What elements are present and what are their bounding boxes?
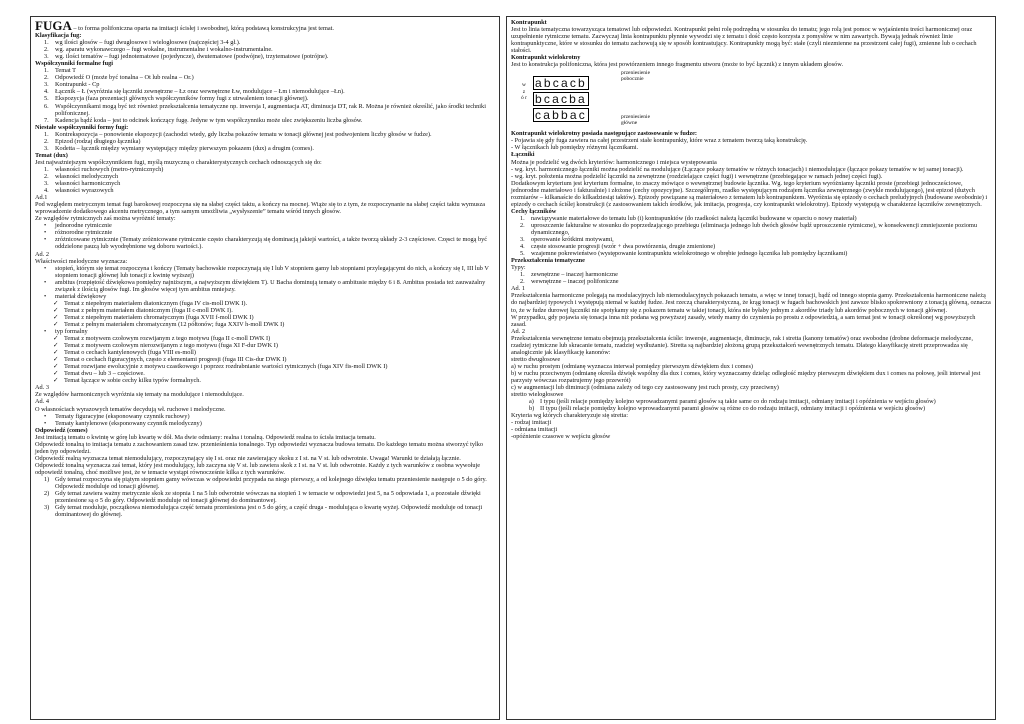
- paragraph: - rodzaj imitacji: [511, 419, 552, 427]
- item-number: 3): [44, 504, 50, 512]
- paragraph: Odpowiedź tonalną to imitacja tematu z zachowaniem zasad tzw. przenieśnienia tonalnego. Typ odpowiedzi wyznacza budowa tematu. Do każdego tematu można stworzyć tylko jeden typ odpowiedzi.: [35, 440, 484, 455]
- right-content: [511, 19, 991, 440]
- paragraph: Ad. 2: [35, 250, 49, 258]
- numbered-item: [35, 145, 495, 152]
- checkmark-icon: ✓: [53, 363, 59, 371]
- item-number: 4.: [44, 187, 49, 195]
- item-number: 2.: [520, 278, 525, 286]
- counterpoint-diagram: [511, 70, 991, 128]
- item-text: Temat dwu – lub 3 – częściowe.: [64, 370, 145, 378]
- bullet-icon: •: [44, 328, 47, 336]
- numbered-item: [35, 490, 495, 504]
- checkmark-icon: ✓: [53, 377, 59, 385]
- item-text: różnorodne rytmicznie: [55, 229, 113, 237]
- section-heading: Niestałe współczynniki formy fugi:: [35, 123, 129, 131]
- bullet-item: [35, 328, 495, 335]
- item-number: 2.: [44, 172, 49, 180]
- paragraph: Jest imitacją tematu o kwintę w górę lub kwartę w dół. Ma dwie odmiany: realna i tonalną. Odpowiedź realna to ścisła imitacja tematu.: [35, 433, 376, 441]
- item-number: 5.: [44, 95, 49, 103]
- title-description: – to forma polifoniczna oparta na imitacji ścisłej i swobodnej, którą podstawą konstrukcyjna jest temat.: [71, 25, 334, 32]
- paragraph: Właściwości melodyczne wyznacza:: [35, 257, 128, 265]
- item-number: 4.: [520, 243, 525, 251]
- item-text: Odpowiedź O (może być tonalna – Ot lub realna – Or.): [55, 74, 194, 82]
- paragraph: Przekształcenia harmoniczne polegają na modulacyjnych lub niemodulacyjnych pokazach tematu, a więc w innej tonacji, bądź od innego stopnia gamy. Przekształcenia harmoniczne należą do najbardziej typowych i występują niemal w każdej fudze. Jest rzeczą charakterystyczną, że krąg tonacji w fugach bachowskich jest zawsze blisko spokrewniony z tonacją główną, oznacza to, że w fudze durowej łączniki nie spotykamy się z pokazem tematu w takiej tonacji, która nie byłaby jednym z akordów triady lub akordów pobocznych w tonacji głównej.: [511, 292, 991, 314]
- item-text: jednorodne rytmicznie: [55, 222, 112, 230]
- checkmark-icon: ✓: [53, 342, 59, 350]
- item-text: Temat o cechach kantylenowych (fuga VIII es-moll): [64, 349, 196, 357]
- numbered-item: [511, 398, 991, 405]
- paragraph: Jest to konstrukcja polifoniczna, która jest powtórzeniem innego fragmentu utworu (może to być łącznik) z innym układem głosów.: [511, 61, 844, 69]
- paragraph: Ad. 1: [511, 285, 525, 293]
- item-text: własności ruchowych (metro-rytmicznych): [55, 165, 164, 173]
- item-number: 1): [44, 476, 50, 483]
- item-text: I typu (jeśli relacje pomiędzy kolejno wprowadzanymi parami głosów są takie same co do rodzaju imitacji, odmiany imitacji i opóźnienia w wejściu głosów): [540, 398, 936, 406]
- item-text: Temat T: [55, 67, 76, 75]
- item-number: 3.: [520, 236, 525, 244]
- item-text: częste stosowanie progresji (wzór + dwa powtórzenia, drugie zmienione): [531, 243, 716, 251]
- bullet-icon: •: [44, 222, 47, 230]
- numbered-item: [35, 187, 495, 194]
- bullet-icon: •: [44, 412, 47, 420]
- item-text: Tematy figuracyjne (eksponowany czynnik ruchowy): [55, 412, 190, 420]
- checkmark-icon: ✓: [53, 349, 59, 357]
- item-text: Kodetta – łącznik między wymiany występujący między pierwszym pokazem (dux) a drugim (comes).: [55, 144, 314, 152]
- bullet-item: [35, 229, 495, 236]
- diagram-row-2: [533, 92, 589, 106]
- diagram-note-top: przeniesienie pobocznie: [621, 70, 651, 83]
- item-text: Temat z motywem czołowym rozwijanym z tego motywu (fuga II c-moll DWK I): [64, 335, 271, 343]
- paragraph: stretto dwugłosowe: [511, 355, 561, 363]
- diagram-row-text: cabbac: [535, 108, 587, 123]
- paragraph: Ze względów harmonicznych wyróżnia się tematy na modulujące i niemodulujące.: [35, 391, 244, 399]
- item-text: materiał dźwiękowy: [55, 292, 107, 300]
- check-item: [35, 307, 495, 314]
- item-number: 3.: [44, 180, 49, 188]
- check-item: [35, 342, 495, 349]
- left-lines: [35, 32, 495, 518]
- bullet-item: [35, 265, 495, 279]
- section-heading: Kontrapunkt: [511, 19, 547, 26]
- check-item: [35, 321, 495, 328]
- item-text: Temat rozwijane ewolucyjnie z motywu czastkowego i poprzez rozdrabnianie wartości rytmicznych (fuga XIV fis-moll DWK I): [64, 363, 388, 371]
- item-text: zróżnicowane rytmicznie (Tematy zróżnicowane rytmicznie często charakteryzują się dominacją jakiejś wartości, a także tworzą układy 2-3 częściowe. Częsci te mogą być oddzielone pauzą lub wyodrębnione wg doboru wartości.).: [55, 236, 488, 251]
- paragraph: Typy:: [511, 264, 526, 272]
- diagram-row-3: [533, 108, 589, 122]
- paragraph: stretto wielogłosowe: [511, 391, 564, 399]
- bullet-item: [35, 413, 495, 420]
- bullet-icon: •: [44, 264, 47, 272]
- paragraph: - wg. kryt. położenia można podzielić łączniki na zewnętrzne (rozdzielające części fugi) i wewnętrzne (przebiegające w ramach jednej części fugi).: [511, 172, 883, 180]
- bullet-item: [35, 222, 495, 229]
- item-number: 3.: [44, 144, 49, 152]
- checkmark-icon: ✓: [53, 306, 59, 314]
- item-text: Ekspozycja (faza prezentacji głównych współczynników formy fugi z utrwaleniem tonacji głównej).: [55, 95, 309, 103]
- item-text: Temat z niepełnym materiałem diatonicznym (fuga IV cis-moll DWK I).: [64, 299, 248, 307]
- item-text: własności harmonicznych: [55, 180, 121, 188]
- numbered-item: [35, 81, 495, 88]
- paragraph: - odmiana imitacji: [511, 426, 558, 434]
- bullet-item: [35, 236, 495, 250]
- item-text: Epizod (rodzaj długiego łącznika): [55, 137, 141, 145]
- check-item: [35, 300, 495, 307]
- paragraph: c) w augmentacji lub diminucji (odmiana zależy od tego czy zastosowany jest ruch prosty, czy przeciwny): [511, 384, 779, 392]
- item-text: Kontrapunkt - Cp: [55, 81, 100, 89]
- right-top-lines: [511, 19, 991, 68]
- paragraph: Ad. 3: [35, 384, 49, 392]
- item-text: Współczynnikami mogą być też również przekształcenia tematyczne np. inwersja I, augmentacja AT, diminucja DT, rak R. Można je również określić, jako środki techniki polifonicznej.: [55, 102, 486, 117]
- paragraph: Ad. 2: [511, 327, 525, 335]
- bullet-icon: •: [44, 419, 47, 427]
- item-text: własności melodycznych: [55, 172, 119, 180]
- bullet-icon: •: [44, 278, 47, 286]
- section-heading: Kontrapunkt wielokrotny posiada następujące zastosowanie w fudze:: [511, 130, 698, 138]
- item-number: 1.: [44, 39, 49, 47]
- check-item: [35, 314, 495, 321]
- item-text: Temat łączące w sobie cechy kilku typów formalnych.: [64, 377, 201, 385]
- paragraph: - W łącznikach lub pomiędzy różnymi łącznikami.: [511, 144, 639, 152]
- item-number: 3.: [44, 53, 49, 61]
- item-text: wg ilości głosów – fugi dwugłosowe i wielogłosowe (najczęściej 3-4 gł.).: [55, 39, 241, 47]
- checkmark-icon: ✓: [53, 299, 59, 307]
- numbered-item: [35, 39, 495, 46]
- item-text: Tematy kantylenowe (eksponowany czynnik melodyczny): [55, 419, 202, 427]
- paragraph: Odpowiedź tonalną wyznacza zaś temat, który jest modulujący, lub zaczyna się V st. lub zawiera skok z I st. na V st. lub odwrotnie. Każdy z tych warunków z osobna wywołuje odpowiedź tonalną, choć możliwe jest, że w temacie wystąpi równocześnie kilka z tych warunków.: [35, 461, 481, 476]
- item-text: Gdy temat rozpoczyna się piątym stopniem gamy wówczas w odpowiedzi przypada na niego pierwszy, a od kolejnego dźwięku tematu przeniesienie następuje o 5 do góry. Odpowiedź moduluje od tonacji głównej.: [55, 476, 487, 491]
- numbered-item: [511, 215, 991, 222]
- paragraph: Kryteria wg których charakteryzuje się stretta:: [511, 412, 628, 420]
- section-heading: Odpowiedź (comes): [35, 426, 88, 434]
- check-item: [35, 370, 495, 377]
- title-line: [35, 19, 495, 32]
- item-number: b): [529, 405, 535, 413]
- paragraph: Odpowiedź realną wyznacza temat niemodulujący, rozpoczynający się I st. oraz nie zawierający skoku z I st. na V st. lub odwrotnie. Uwaga! Warunki te działają łącznie.: [35, 454, 461, 462]
- numbered-item: [35, 95, 495, 102]
- numbered-item: [35, 67, 495, 74]
- item-text: zewnętrzne – inaczej harmoniczne: [531, 271, 618, 279]
- numbered-item: [35, 53, 495, 60]
- item-text: stopień, którym się temat rozpoczyna i kończy (Tematy bachowskie rozpoczynają się I lub V stopniem gamy lub stopniami przylegającymi do nich, a kończy się I, III lub V stopniem tonacji głównej lub tonacji z kwintę wyższej): [55, 264, 489, 279]
- numbered-item: [511, 271, 991, 278]
- check-item: [35, 356, 495, 363]
- section-heading: Łączniki: [511, 151, 535, 159]
- numbered-item: [35, 173, 495, 180]
- item-text: Kontrekspozycja – ponowienie ekspozycji (zachodzi wtedy, gdy liczba pokazów tematu w tonacji głównej jest podwojeniem liczby głosów w fudze).: [55, 130, 432, 138]
- paragraph: Ad.1: [35, 194, 48, 202]
- item-number: 3.: [44, 81, 49, 89]
- check-item: [35, 349, 495, 356]
- bullet-item: [35, 420, 495, 427]
- numbered-item: [35, 103, 495, 117]
- left-content: [35, 19, 495, 518]
- paragraph: Jest najważniejszym współczynnikiem fugi, myślą muzyczną o charakterystycznych cechach odnoszących się do:: [35, 158, 322, 166]
- bullet-icon: •: [44, 229, 47, 237]
- numbered-item: [511, 222, 991, 236]
- item-text: wewnętrzne – inaczej polifoniczne: [531, 278, 619, 286]
- item-text: Temat o cechach figuracyjnych, często z elementami progresji (fuga III Cis-dur DWK I): [64, 356, 287, 364]
- paragraph: Ze względów rytmicznych zaś można wyróżnić tematy:: [35, 215, 176, 223]
- numbered-item: [511, 405, 991, 412]
- check-item: [35, 363, 495, 370]
- checkmark-icon: ✓: [53, 370, 59, 378]
- item-number: 7.: [44, 116, 49, 124]
- item-number: 2.: [44, 74, 49, 82]
- item-number: 2.: [44, 137, 49, 145]
- checkmark-icon: ✓: [53, 313, 59, 321]
- item-text: II typu (jeśli relacje pomiędzy kolejno wprowadzanymi parami głosów są różne co do rodzaju imitacji, odmiany imitacji i opóźnienia w wejściu głosów): [540, 405, 926, 413]
- item-text: Gdy temat moduluje, początkowa niemodulująca część tematu przeniesiona jest o 5 do góry, a część druga - modulująca o kwartę wyżej. Odpowiedź moduluje od tonacji dominantowej do głównej.: [55, 504, 483, 519]
- page-title: FUGA: [35, 18, 72, 33]
- section-heading: Przekształcenia tematyczne: [511, 257, 585, 265]
- item-number: 1.: [520, 271, 525, 279]
- diagram-side-label: w z ó r: [521, 82, 527, 102]
- item-text: Temat z pełnym materiałem diatonicznym (fuga II c-moll DWK I).: [64, 306, 233, 314]
- paragraph: W przypadku, gdy pojawia się tonacja inna niż podana wg powyższej zasady, wtedy mamy do czynienia po prostu z odpowiedzią, a sam temat jest w tonacji określonej wg powyższych zasad.: [511, 313, 976, 328]
- item-text: operowanie krótkimi motywami,: [531, 236, 614, 244]
- bullet-item: [35, 279, 495, 293]
- numbered-item: [35, 46, 495, 53]
- section-heading: Klasyfikacja fug:: [35, 32, 82, 40]
- section-heading: Temat (dux): [35, 151, 68, 159]
- item-text: typ formalny: [55, 328, 88, 336]
- numbered-item: [35, 138, 495, 145]
- item-text: nawiązywanie materiałowe do tematu lub (i) kontrapunktów (do rzadkości należą łączniki budowane w oparciu o nowy materiał): [531, 214, 857, 222]
- paragraph: Można je podzielić wg dwóch kryteriów: harmonicznego i miejsca występowania: [511, 158, 717, 166]
- bullet-icon: •: [44, 292, 47, 300]
- item-number: 1.: [520, 214, 525, 222]
- numbered-item: [511, 250, 991, 257]
- check-item: [35, 377, 495, 384]
- paragraph: Pod względem metrycznym temat fugi barokowej rozpoczyna się na słabej części taktu, a kończy na mocnej. Wiąże się to z tym, że rozpoczynanie na słabej części taktu wymusza wprowadzenie dodatkowego akcentu metrycznego, a tym samym umożliwia „wysłyszenie” tematu wśród innych głosów.: [35, 201, 486, 216]
- left-column: [30, 16, 500, 720]
- paragraph: b) w ruchu przeciwnym (odmianę określa dźwięk wspólny dla dux i comes, który wyznaczamy dzieląc odległość między pierwszym dźwiękiem dux i comes na połowę, jeśli interwał jest parzysty wówczas rozpatrujemy jego przewrót): [511, 369, 981, 384]
- numbered-item: [35, 74, 495, 81]
- diagram-row-text: abcacb: [535, 76, 587, 91]
- numbered-item: [35, 504, 495, 518]
- checkmark-icon: ✓: [53, 320, 59, 328]
- item-text: ambitus (rozpiętość dźwiękowa pomiędzy najniższym, a najwyższym dźwiękiem T). U Bacha dominują tematy o ambitusie między 6 i 8. Ambitus posiada też zauważalny związek z ilością głosów fugi. Im głosów więcej tym ambitus mniejszy.: [55, 278, 486, 293]
- paragraph: -opóźnienie czasowe w wejściu głosów: [511, 433, 611, 441]
- numbered-item: [511, 243, 991, 250]
- item-text: wzajemne pokrewieństwo (występowanie kontrapunktu wielokrotnego w obrębie jednego łącznika lub pomiędzy łącznikami): [531, 250, 848, 258]
- item-number: 1.: [44, 130, 49, 138]
- diagram-row-text: bcacba: [535, 92, 587, 107]
- item-number: 1.: [44, 165, 49, 173]
- paragraph: a) w ruchu prostym (odmianę wyznacza interwał pomiędzy pierwszym dźwiękiem dux i comes): [511, 362, 753, 370]
- paragraph: Dodatkowym kryterium jest kryterium formalne, to znaczy mówiące o wewnętrznej budowie łącznika. Wg. tego kryterium wyróżniamy łączniki proste (przebiegi jednocześciowe, jednorodne materiałowo i fakturalnie) i złożone (cechy opozycyjne). Szczególnym, rzadko występującym rodzajem łącznika zewnętrznego (zwykle modulującego), jest epizod (dużych rozmiarów – kilkanaście do kilkadziesiąt taktów). Epizody powiązane są materiałowo z tematem lub kontrapunktem. Wyróżnia się epizody o cechach preludyjnych (budowane swobodnie) i epizody o cechach ściślej konstrukcji (z zastosowaniem takich środków, jak imitacja, progresja, czy kontrapunkt wielokrotny). Epizody występują w charakterze łączników zewnętrznych.: [511, 179, 988, 208]
- item-text: Gdy temat zawiera ważny metrycznie skok ze stopnia 1 na 5 lub odwrotnie wówczas na stopień 1 w temacie w odpowiedzi jest 5, na 5 odpowiada 1, a pozostałe dźwięki przeniesione są o 5 do góry. Odpowiedź moduluje od tonacji głównej do dominantowej.: [55, 490, 481, 505]
- numbered-item: [35, 180, 495, 187]
- item-number: 5.: [520, 250, 525, 258]
- diagram-row-1: [533, 76, 589, 90]
- item-number: 6.: [44, 102, 49, 110]
- item-text: Kadencja bądź koda – jest to odcinek kończący fugę. Jedyne w tym współczynniku może ulec zwiększeniu liczba głosów.: [55, 116, 363, 124]
- numbered-item: [35, 166, 495, 173]
- paragraph: Przekształcenia wewnętrzne tematu obejmują przekształcenia ściśle: inwersje, augmentacje, diminucje, rak i stretta (kanony tematów) oraz swobodne (drobne deformacje melodyczne, rzadziej rytmiczne lub skracanie tematu, rzadziej wydłużanie). Stretta są najbardziej złożoną grupą przekształceń wewnętrznych tematu. Dlatego klasyfikację strett przeprowadza się analogicznie jak klasyfikację kanonów:: [511, 334, 973, 356]
- paragraph: - wg. kryt. harmonicznego łączniki można podzielić na modulujące (Łączące pokazy tematów w różnych tonacjach) i niemodulujące (łączące pokazy tematów w tej samej tonacji).: [511, 165, 964, 173]
- numbered-item: [35, 476, 495, 490]
- bullet-item: [35, 293, 495, 300]
- section-heading: Kontrapunkt wielokrotny: [511, 54, 581, 62]
- bullet-icon: •: [44, 236, 47, 244]
- item-number: 1.: [44, 67, 49, 75]
- numbered-item: [35, 117, 495, 124]
- paragraph: Ad. 4: [35, 398, 49, 406]
- item-text: wg. ilości tematów – fugi jednotematowe (pojedyncze), dwutematowe (podwójne), trzytematowe (potrójne).: [55, 53, 329, 61]
- right-bottom-lines: [511, 130, 991, 440]
- paragraph: Jest to linia tematyczna towarzysząca tematowi lub odpowiedzi. Kontrapunkt pełni rolę podrzędną w stosunku do tematu; jego rolą jest pomoc w wyjaśnieniu treści harmonicznej oraz uzupełnienie rytmiczne tematu. Zazwyczaj linia kontrapunktu płynnie wywodzi się z tematu i dość często korzysta z pomysłów w nim zawartych. Bywają jednak również linie kontrapunktyczne, które w stosunku do tematu zachowują się w sposób kontrastujący. Kontrapunkty mogą być: stałe (czyli niezmienne na przestrzeni całej fugi), zmienne lub o cechach stałości.: [511, 26, 977, 55]
- item-number: 2.: [520, 221, 525, 229]
- item-text: wg. aparatu wykonawczego – fugi wokalne, instrumentalne i wokalno-instrumentalne.: [55, 46, 273, 54]
- right-column: [506, 16, 996, 720]
- item-text: uproszczenie fakturalne w stosunku do poprzedzającego przebiegu (eliminacja jednego lub dwóch głosów bądź uproszczenie rytmiczne), w konsekwencji zmniejszenie poziomu dynamicznego,: [531, 221, 978, 236]
- item-text: Temat z pełnym materiałem chromatycznym (12 półtonów; fuga XXIV h-moll DWK I): [64, 320, 285, 328]
- paragraph: - Pojawia się gdy fuga zawiera na całej przestrzeni stałe kontrapunkty, które wraz z tematem tworzą taką konstrukcję.: [511, 137, 808, 145]
- item-number: a): [529, 398, 534, 406]
- numbered-item: [35, 131, 495, 138]
- item-text: własności wyrazowych: [55, 187, 114, 195]
- item-text: Łącznik – Ł (wyróżnia się łączniki zewnętrzne – Łz oraz wewnętrzne Łw, modulujące – Łm i niemodulujące –Łn).: [55, 88, 345, 96]
- checkmark-icon: ✓: [53, 356, 59, 364]
- section-heading: Cechy łączników: [511, 207, 557, 215]
- item-text: Temat z niepełnym materiałem chromatycznym (fuga XVII f-moll DWK I): [64, 313, 254, 321]
- check-item: [35, 335, 495, 342]
- numbered-item: [511, 236, 991, 243]
- item-number: 4.: [44, 88, 49, 96]
- checkmark-icon: ✓: [53, 335, 59, 343]
- item-number: 2): [44, 490, 50, 498]
- numbered-item: [35, 88, 495, 95]
- section-heading: Współczynniki formalne fugi: [35, 60, 114, 68]
- numbered-item: [511, 278, 991, 285]
- diagram-note-bottom: przeniesienie główne: [621, 114, 651, 127]
- paragraph: O własnościach wyrazowych tematów decydują wł. ruchowe i melodyczne.: [35, 405, 226, 413]
- item-number: 2.: [44, 46, 49, 54]
- item-text: Temat z motywem czołowym nierozwijanym z tego motywu (fuga XI F-dur DWK I): [64, 342, 278, 350]
